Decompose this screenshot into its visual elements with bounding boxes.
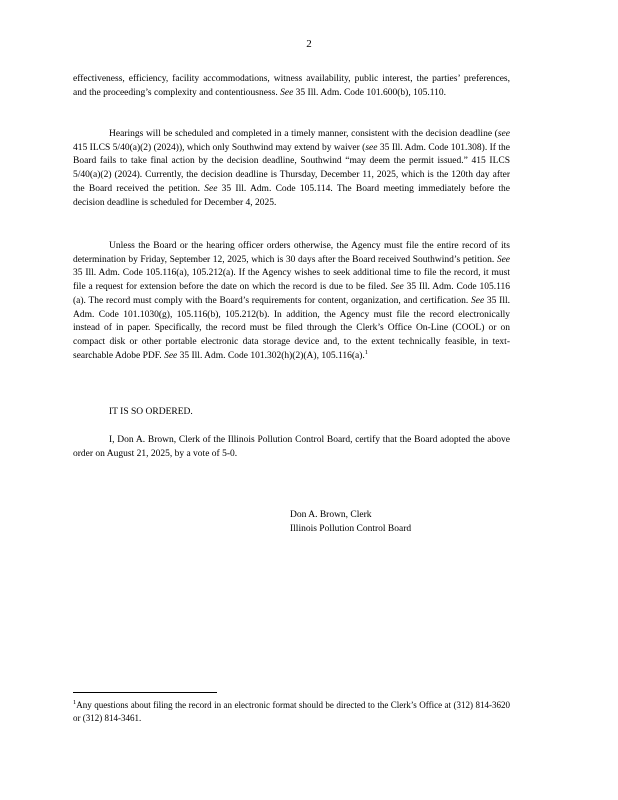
- paragraph-3: [73, 240, 510, 363]
- page-number: 2: [306, 38, 312, 50]
- paragraph-1: [73, 73, 510, 100]
- p2-signal-see-2: see: [365, 142, 378, 153]
- p3-signal-see-1: See: [496, 254, 510, 265]
- paragraph-2: [73, 128, 510, 210]
- p3-signal-see-2: See: [390, 282, 404, 293]
- p2-text-4: 35 Ill. Adm. Code 105.114. The Board meeting immediately before the decision deadline is scheduled for December 4, 2025.: [73, 183, 511, 208]
- p1-text-2: 35 Ill. Adm. Code 101.600(b), 105.110.: [293, 87, 446, 98]
- p1-signal-see: See: [280, 87, 294, 98]
- p2-text-1: Hearings will be scheduled and completed in a timely manner, consistent with the decision deadline (: [109, 129, 498, 139]
- p3-text-1: Unless the Board or the hearing officer orders otherwise, the Agency must file the entire record of its determination by Friday, September 12, 2025, which is 30 days after the Board received Southwind’s petition.: [73, 241, 510, 265]
- signature-block: [290, 509, 411, 536]
- p2-text-2: 415 ILCS 5/40(a)(2) (2024)), which only Southwind may extend by waiver (: [73, 142, 366, 153]
- p1-text-1: effectiveness, efficiency, facility accommodations, witness availability, public interest, the parties’ preferences, and the proceeding’s complexity and contentiousness.: [73, 74, 510, 98]
- footnote-divider: [73, 692, 217, 693]
- p3-text-4: 35 Ill. Adm. Code 101.1030(g), 105.116(b), 105.212(b). In addition, the Agency must file the record electronically instead of in paper. Specifically, the record must be filed through the Clerk’s Office On-Line (COOL) or on compact disk or other portable electronic data storage device and, to the extent technically feasible, in text-searchable Adobe PDF.: [73, 295, 510, 361]
- p3-text-3: 35 Ill. Adm. Code 105.116 (a). The record must comply with the Board’s requirements for content, organization, and certification.: [73, 282, 510, 306]
- p3-text-5: 35 Ill. Adm. Code 101.302(h)(2)(A), 105.116(a).: [177, 350, 365, 361]
- footnote-text: Any questions about filing the record in an electronic format should be directed to the Clerk’s Office at (312) 814-3620 or (312) 814-3461.: [73, 700, 510, 723]
- p3-text-2: 35 Ill. Adm. Code 105.116(a), 105.212(a). If the Agency wishes to seek additional time to file the record, it must file a request for extension before the date on which the record is due to be filed.: [73, 268, 510, 293]
- signatory-name: Don A. Brown, Clerk: [290, 510, 372, 520]
- clerk-certification: I, Don A. Brown, Clerk of the Illinois Pollution Control Board, certify that the Board adopted the above order on August 21, 2025, by a vote of 5-0.: [73, 435, 510, 459]
- p2-text-3: 35 Ill. Adm. Code 101.308). If the Board fails to take final action by the decision deadline, Southwind “may deem the permit issued.” 415 ILCS 5/40(a)(2) (2024). Currently, the decision deadline is Thursday, December 11, 2025, which is the 120th day after the Board received the petition.: [73, 142, 510, 194]
- p2-signal-see-3: See: [204, 183, 218, 194]
- p3-signal-see-3: See: [470, 295, 485, 306]
- footnote-marker: 1: [73, 699, 77, 706]
- order-statement: IT IS SO ORDERED.: [109, 407, 193, 417]
- footnote: [73, 699, 510, 725]
- signatory-organization: Illinois Pollution Control Board: [290, 523, 412, 534]
- p3-signal-see-4: See: [164, 350, 178, 361]
- p2-signal-see-1: see: [497, 129, 510, 139]
- footnote-reference: 1: [364, 348, 369, 356]
